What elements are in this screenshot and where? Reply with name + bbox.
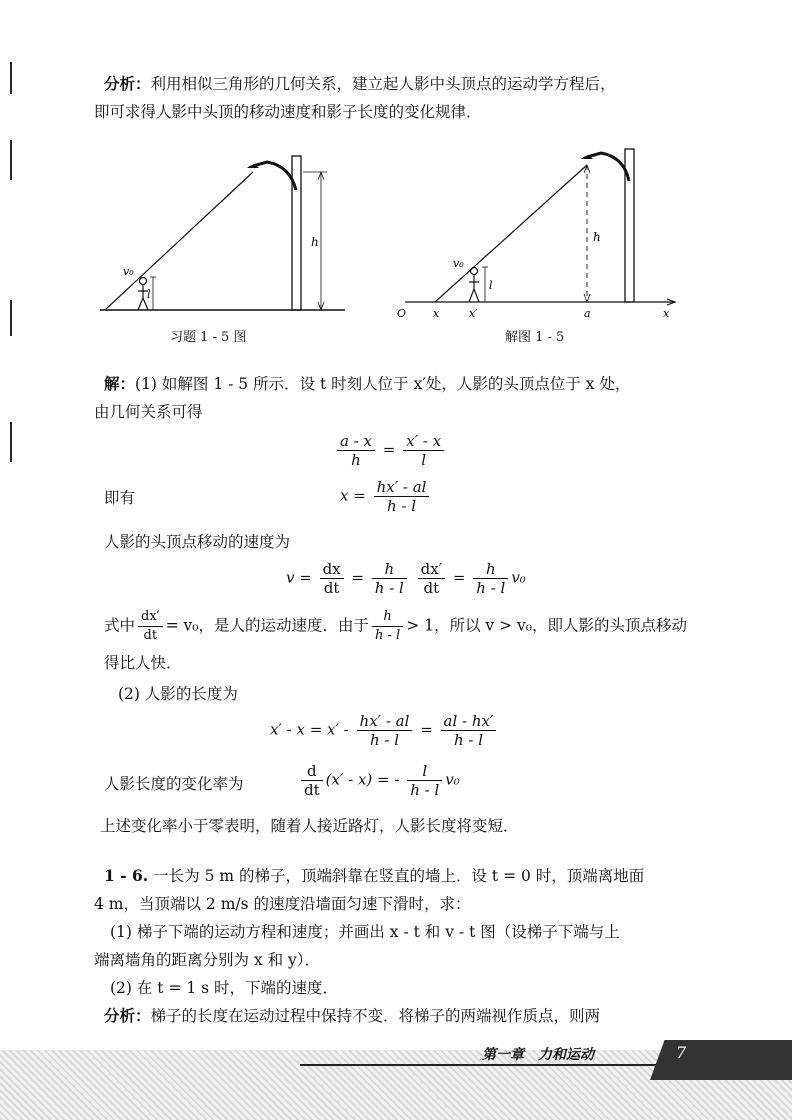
equation-shadow-length: x′ - x = x′ - $\frac{hx' - al}{h - l}$ = $\frac{al - hx'}{h - l}$ <box>270 712 499 749</box>
label-l: l <box>489 279 493 292</box>
problem-q2: (2) 在 t = 1 s 时，下端的速度． <box>110 979 339 997</box>
eq-den: dt <box>304 781 320 799</box>
eq-den: h - l <box>374 579 404 597</box>
solution-line: 由几何关系可得 <box>94 403 203 421</box>
rate-label: 人影长度的变化率为 <box>104 775 244 793</box>
part2-label: (2) 人影的长度为 <box>118 685 238 703</box>
analysis-line: 即可求得人影中头顶的移动速度和影子长度的变化规律． <box>94 103 482 121</box>
label-h: h <box>593 230 601 244</box>
eq-num: h <box>473 560 508 579</box>
eq-tail: v₀ <box>511 568 526 587</box>
footer-chapter: 第一章 力和运动 <box>482 1047 594 1063</box>
jiyou-label: 即有 <box>104 489 136 507</box>
eq-lhs: x′ - x = x′ - <box>270 720 349 739</box>
eq-den: h - l <box>476 579 506 597</box>
eq-den: h - l <box>386 497 417 515</box>
eq-den: dt <box>323 579 340 597</box>
label-x: x <box>433 307 440 320</box>
eq-den: h - l <box>453 731 484 749</box>
where-paragraph <box>104 608 724 677</box>
where-text: > 1，所以 v > v₀，即人影的头顶点移动 <box>406 616 687 635</box>
analysis-line: 梯子的长度在运动过程中保持不变．将梯子的两端视作质点，则两 <box>150 1007 601 1025</box>
solution-paragraph <box>94 370 704 426</box>
analysis-line: 利用相似三角形的几何关系，建立起人影中头顶点的运动学方程后， <box>150 75 616 93</box>
margin-mark <box>10 300 12 336</box>
where-text: = v₀，是人的运动速度．由于 <box>165 616 370 635</box>
label-v0: v₀ <box>453 257 464 270</box>
label-v0: v₀ <box>123 265 134 278</box>
eq-num: dx′ <box>418 560 445 579</box>
margin-mark <box>10 140 12 180</box>
eq-num: hx′ - al <box>374 478 430 497</box>
eq-num: h <box>372 560 407 579</box>
equation-velocity: v = $\frac{dx}{dt}$ = $\frac{h}{h - l}$ $\frac{dx'}{dt}$ = $\frac{h}{h - l}$ v₀ <box>286 560 526 597</box>
eq-num: dx′ <box>138 608 163 627</box>
equation-similar-triangles: $\frac{a - x}{h}$ = $\frac{x' - x}{l}$ <box>334 432 447 469</box>
eq-den: h <box>351 451 361 469</box>
solution-line: (1) 如解图 1 - 5 所示．设 t 时刻人位于 x′处，人影的头顶点位于 x 处， <box>135 375 631 393</box>
problem-line: 4 m，当顶端以 2 m/s 的速度沿墙面匀速下滑时，求： <box>94 895 471 913</box>
eq-num: d <box>301 762 323 781</box>
page-number: 7 <box>676 1043 687 1062</box>
eq-num: a - x <box>337 432 375 451</box>
figure-exercise-1-5 <box>95 148 365 318</box>
where-text: 式中 <box>104 616 136 635</box>
eq-mid: (x′ - x) = - <box>325 770 400 789</box>
eq-den: h - l <box>410 781 440 799</box>
eq-num: x′ - x <box>403 432 444 451</box>
label-xprime: x′ <box>469 307 478 320</box>
margin-mark <box>10 422 12 462</box>
problem-q1-cont: 端离墙角的距离分别为 x 和 y）． <box>94 951 321 969</box>
eq-num: l <box>407 762 442 781</box>
eq-den: h - l <box>375 628 401 643</box>
eq-lhs: v = <box>286 568 312 587</box>
eq-den: dt <box>143 628 158 643</box>
eq-lhs: x = <box>340 486 366 505</box>
eq-num: hx′ - al <box>357 712 413 731</box>
label-x-axis: x <box>663 307 670 320</box>
label-origin: O <box>397 307 407 320</box>
eq-num: al - hx′ <box>441 712 497 731</box>
analysis-label: 分析： <box>104 1006 151 1025</box>
problem-1-6 <box>94 862 714 1030</box>
equation-rate <box>298 762 460 799</box>
eq-num: h <box>372 608 403 627</box>
figure-solution-1-5 <box>395 143 685 323</box>
problem-q1: (1) 梯子下端的运动方程和速度；并画出 x - t 和 v - t 图（设梯子下端与上 <box>110 923 620 941</box>
eq-den: h - l <box>369 731 399 749</box>
margin-mark <box>10 62 12 94</box>
label-h: h <box>311 235 319 249</box>
conclusion: 上述变化率小于零表明，随着人接近路灯，人影长度将变短． <box>100 817 519 835</box>
label-l: l <box>147 288 151 301</box>
eq-den: dt <box>423 579 440 597</box>
speed-intro: 人影的头顶点移动的速度为 <box>104 533 291 551</box>
equation-x <box>340 478 432 515</box>
solution-label: 解： <box>104 374 136 393</box>
eq-den: l <box>421 451 427 469</box>
footer-tab <box>650 1040 792 1080</box>
where-line: 得比人快． <box>104 654 182 672</box>
problem-label: 1 - 6. <box>104 866 149 885</box>
analysis-paragraph <box>94 70 704 126</box>
problem-line: 一长为 5 m 的梯子，顶端斜靠在竖直的墙上．设 t = 0 时，顶端离地面 <box>153 867 645 885</box>
footer-rule <box>300 1064 660 1066</box>
figure-caption: 习题 1 - 5 图 <box>170 330 247 345</box>
eq-num: dx <box>320 560 344 579</box>
label-a: a <box>584 307 591 320</box>
analysis-label: 分析： <box>104 74 151 93</box>
eq-tail: v₀ <box>445 770 460 789</box>
figure-caption: 解图 1 - 5 <box>505 330 565 345</box>
